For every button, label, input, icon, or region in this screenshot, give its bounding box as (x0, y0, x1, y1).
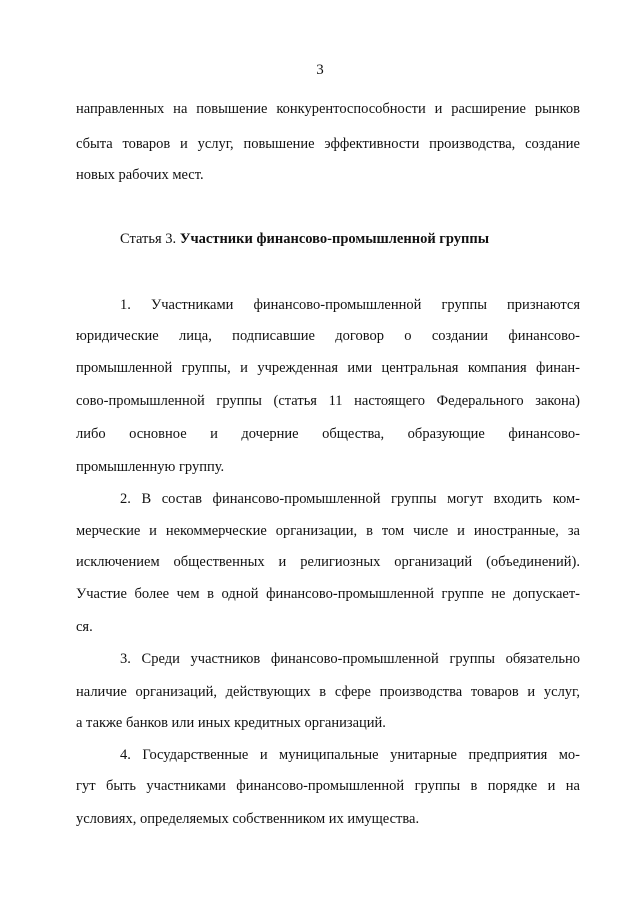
intro-line: новых рабочих мест. (76, 167, 204, 183)
paragraph-1-line: промышленной группы, и учрежденная ими центральная компания финан- (76, 360, 580, 376)
paragraph-3-line: 3. Среди участников финансово-промышленной группы обязательно (120, 651, 580, 667)
intro-line: сбыта товаров и услуг, повышение эффективности производства, создание (76, 136, 580, 152)
paragraph-4-line: гут быть участниками финансово-промышленной группы в порядке и на (76, 778, 580, 794)
paragraph-2-line: Участие более чем в одной финансово-промышленной группе не допускает- (76, 586, 580, 602)
paragraph-3-line: а также банков или иных кредитных организаций. (76, 715, 386, 731)
paragraph-2-line: исключением общественных и религиозных организаций (объединений). (76, 554, 580, 570)
paragraph-4-line: 4. Государственные и муниципальные унитарные предприятия мо- (120, 747, 580, 763)
article-title: Участники финансово-промышленной группы (179, 231, 490, 247)
intro-line: направленных на повышение конкурентоспособности и расширение рынков (76, 101, 580, 117)
paragraph-1-line: сово-промышленной группы (статья 11 настоящего Федерального закона) (76, 393, 580, 409)
paragraph-1-line: 1. Участниками финансово-промышленной группы признаются (120, 297, 580, 313)
article-label: Статья 3. (120, 231, 177, 247)
paragraph-2-line: 2. В состав финансово-промышленной группы могут входить ком- (120, 491, 580, 507)
paragraph-4-line: условиях, определяемых собственником их имущества. (76, 811, 420, 827)
article-heading (120, 230, 489, 248)
paragraph-3-line: наличие организаций, действующих в сфере производства товаров и услуг, (76, 684, 580, 700)
paragraph-1-line: либо основное и дочерние общества, образующие финансово- (76, 426, 580, 442)
paragraph-2-line: ся. (76, 619, 93, 635)
page-number: 3 (316, 62, 324, 78)
paragraph-2-line: мерческие и некоммерческие организации, в том числе и иностранные, за (76, 523, 580, 539)
paragraph-1-line: юридические лица, подписавшие договор о создании финансово- (76, 328, 580, 344)
paragraph-1-line: промышленную группу. (76, 459, 225, 475)
